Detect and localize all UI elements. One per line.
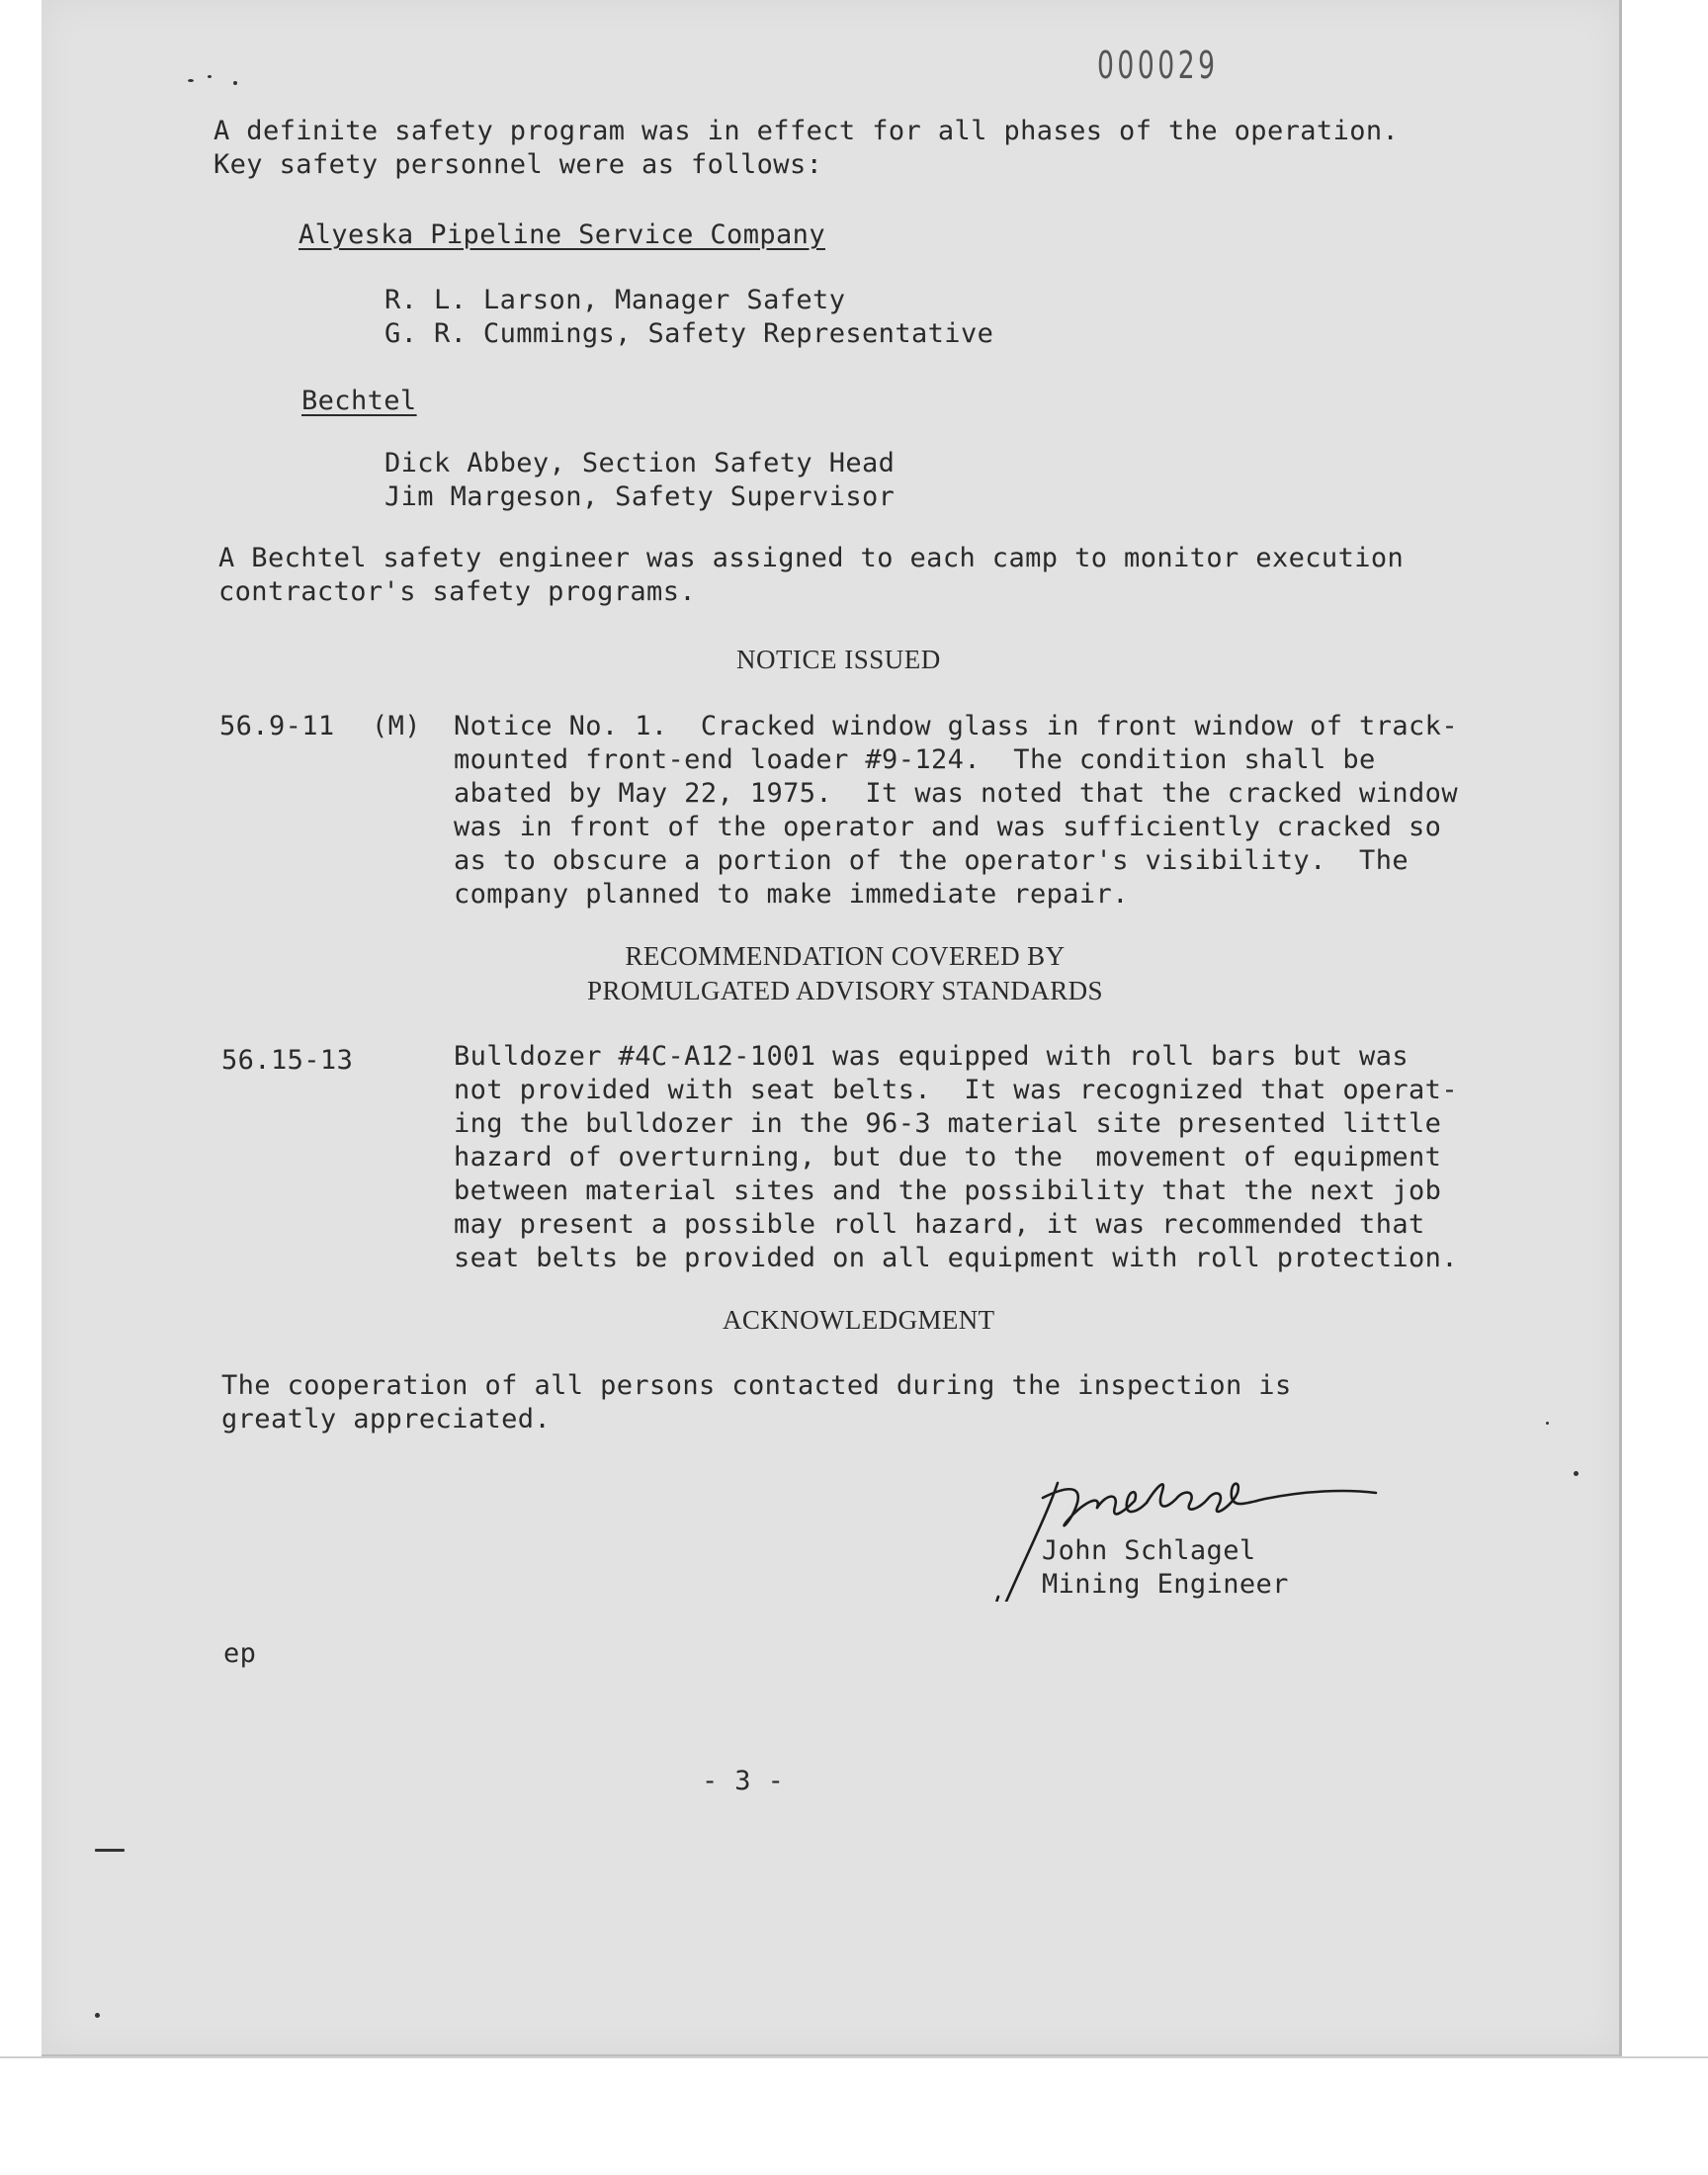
notice-heading: NOTICE ISSUED [736, 645, 941, 674]
scan-speck [1574, 1471, 1579, 1476]
intro-line: A definite safety program was in effect for all phases of the operation. [214, 116, 1400, 146]
recommendation-line: seat belts be provided on all equipment with roll protection. [454, 1243, 1458, 1273]
org-alyeska-personnel [384, 284, 993, 351]
scan-speck [233, 81, 237, 85]
personnel-entry: Jim Margeson, Safety Supervisor [384, 481, 896, 512]
recommendation-code: 56.15-13 [221, 1045, 354, 1076]
acknowledgment-line: The cooperation of all persons contacted during the inspection is [221, 1370, 1292, 1401]
intro-line: Key safety personnel were as follows: [214, 149, 823, 180]
recommendation-heading-line1: RECOMMENDATION COVERED BY [625, 941, 1066, 971]
typist-initials: ep [223, 1638, 257, 1669]
scan-speck [1546, 1422, 1549, 1425]
signature-block [1042, 1534, 1289, 1602]
acknowledgment-body [221, 1369, 1292, 1436]
notice-line: was in front of the operator and was sufficiently cracked so [454, 812, 1442, 842]
scan-speck [188, 79, 194, 82]
recommendation-line: ing the bulldozer in the 96-3 material site presented little [454, 1108, 1442, 1139]
recommendation-body [454, 1040, 1458, 1275]
page-bottom-edge [0, 2056, 1708, 2058]
signer-title: Mining Engineer [1042, 1569, 1289, 1600]
scan-speck [95, 2013, 100, 2018]
intro-paragraph [214, 115, 1399, 182]
notice-line: as to obscure a portion of the operator's visibility. The [454, 845, 1409, 876]
recommendation-line: between material sites and the possibility that the next job [454, 1175, 1442, 1206]
recommendation-heading-line2: PROMULGATED ADVISORY STANDARDS [587, 976, 1103, 1005]
org-bechtel-personnel [384, 447, 895, 514]
recommendation-line: may present a possible roll hazard, it was recommended that [454, 1209, 1425, 1240]
org-bechtel-heading: Bechtel [301, 386, 417, 416]
assignment-line: contractor's safety programs. [218, 576, 697, 607]
org-alyeska-heading: Alyeska Pipeline Service Company [299, 219, 825, 250]
document-stamp-number: 000029 [1097, 44, 1219, 87]
assignment-paragraph [218, 542, 1404, 609]
notice-line: company planned to make immediate repair. [454, 879, 1129, 910]
personnel-entry: R. L. Larson, Manager Safety [384, 285, 846, 315]
scan-mark [95, 1849, 125, 1852]
notice-line: abated by May 22, 1975. It was noted that the cracked window [454, 778, 1458, 809]
acknowledgment-line: greatly appreciated. [221, 1404, 552, 1435]
notice-body [454, 710, 1458, 912]
personnel-entry: Dick Abbey, Section Safety Head [384, 448, 896, 478]
scan-speck [208, 75, 212, 78]
recommendation-line: not provided with seat belts. It was recognized that operat- [454, 1075, 1458, 1105]
notice-line: mounted front-end loader #9-124. The condition shall be [454, 744, 1376, 775]
recommendation-line: Bulldozer #4C-A12-1001 was equipped with roll bars but was [454, 1041, 1409, 1072]
notice-code: 56.9-11 [219, 711, 335, 741]
notice-marker: (M) [372, 711, 421, 741]
signer-name: John Schlagel [1042, 1535, 1256, 1566]
page-number: - 3 - [702, 1766, 785, 1796]
assignment-line: A Bechtel safety engineer was assigned to each camp to monitor execution [218, 543, 1405, 573]
recommendation-line: hazard of overturning, but due to the movement of equipment [454, 1142, 1442, 1173]
notice-line: Notice No. 1. Cracked window glass in front window of track- [454, 711, 1458, 741]
acknowledgment-heading: ACKNOWLEDGMENT [723, 1305, 995, 1335]
personnel-entry: G. R. Cummings, Safety Representative [384, 318, 994, 349]
